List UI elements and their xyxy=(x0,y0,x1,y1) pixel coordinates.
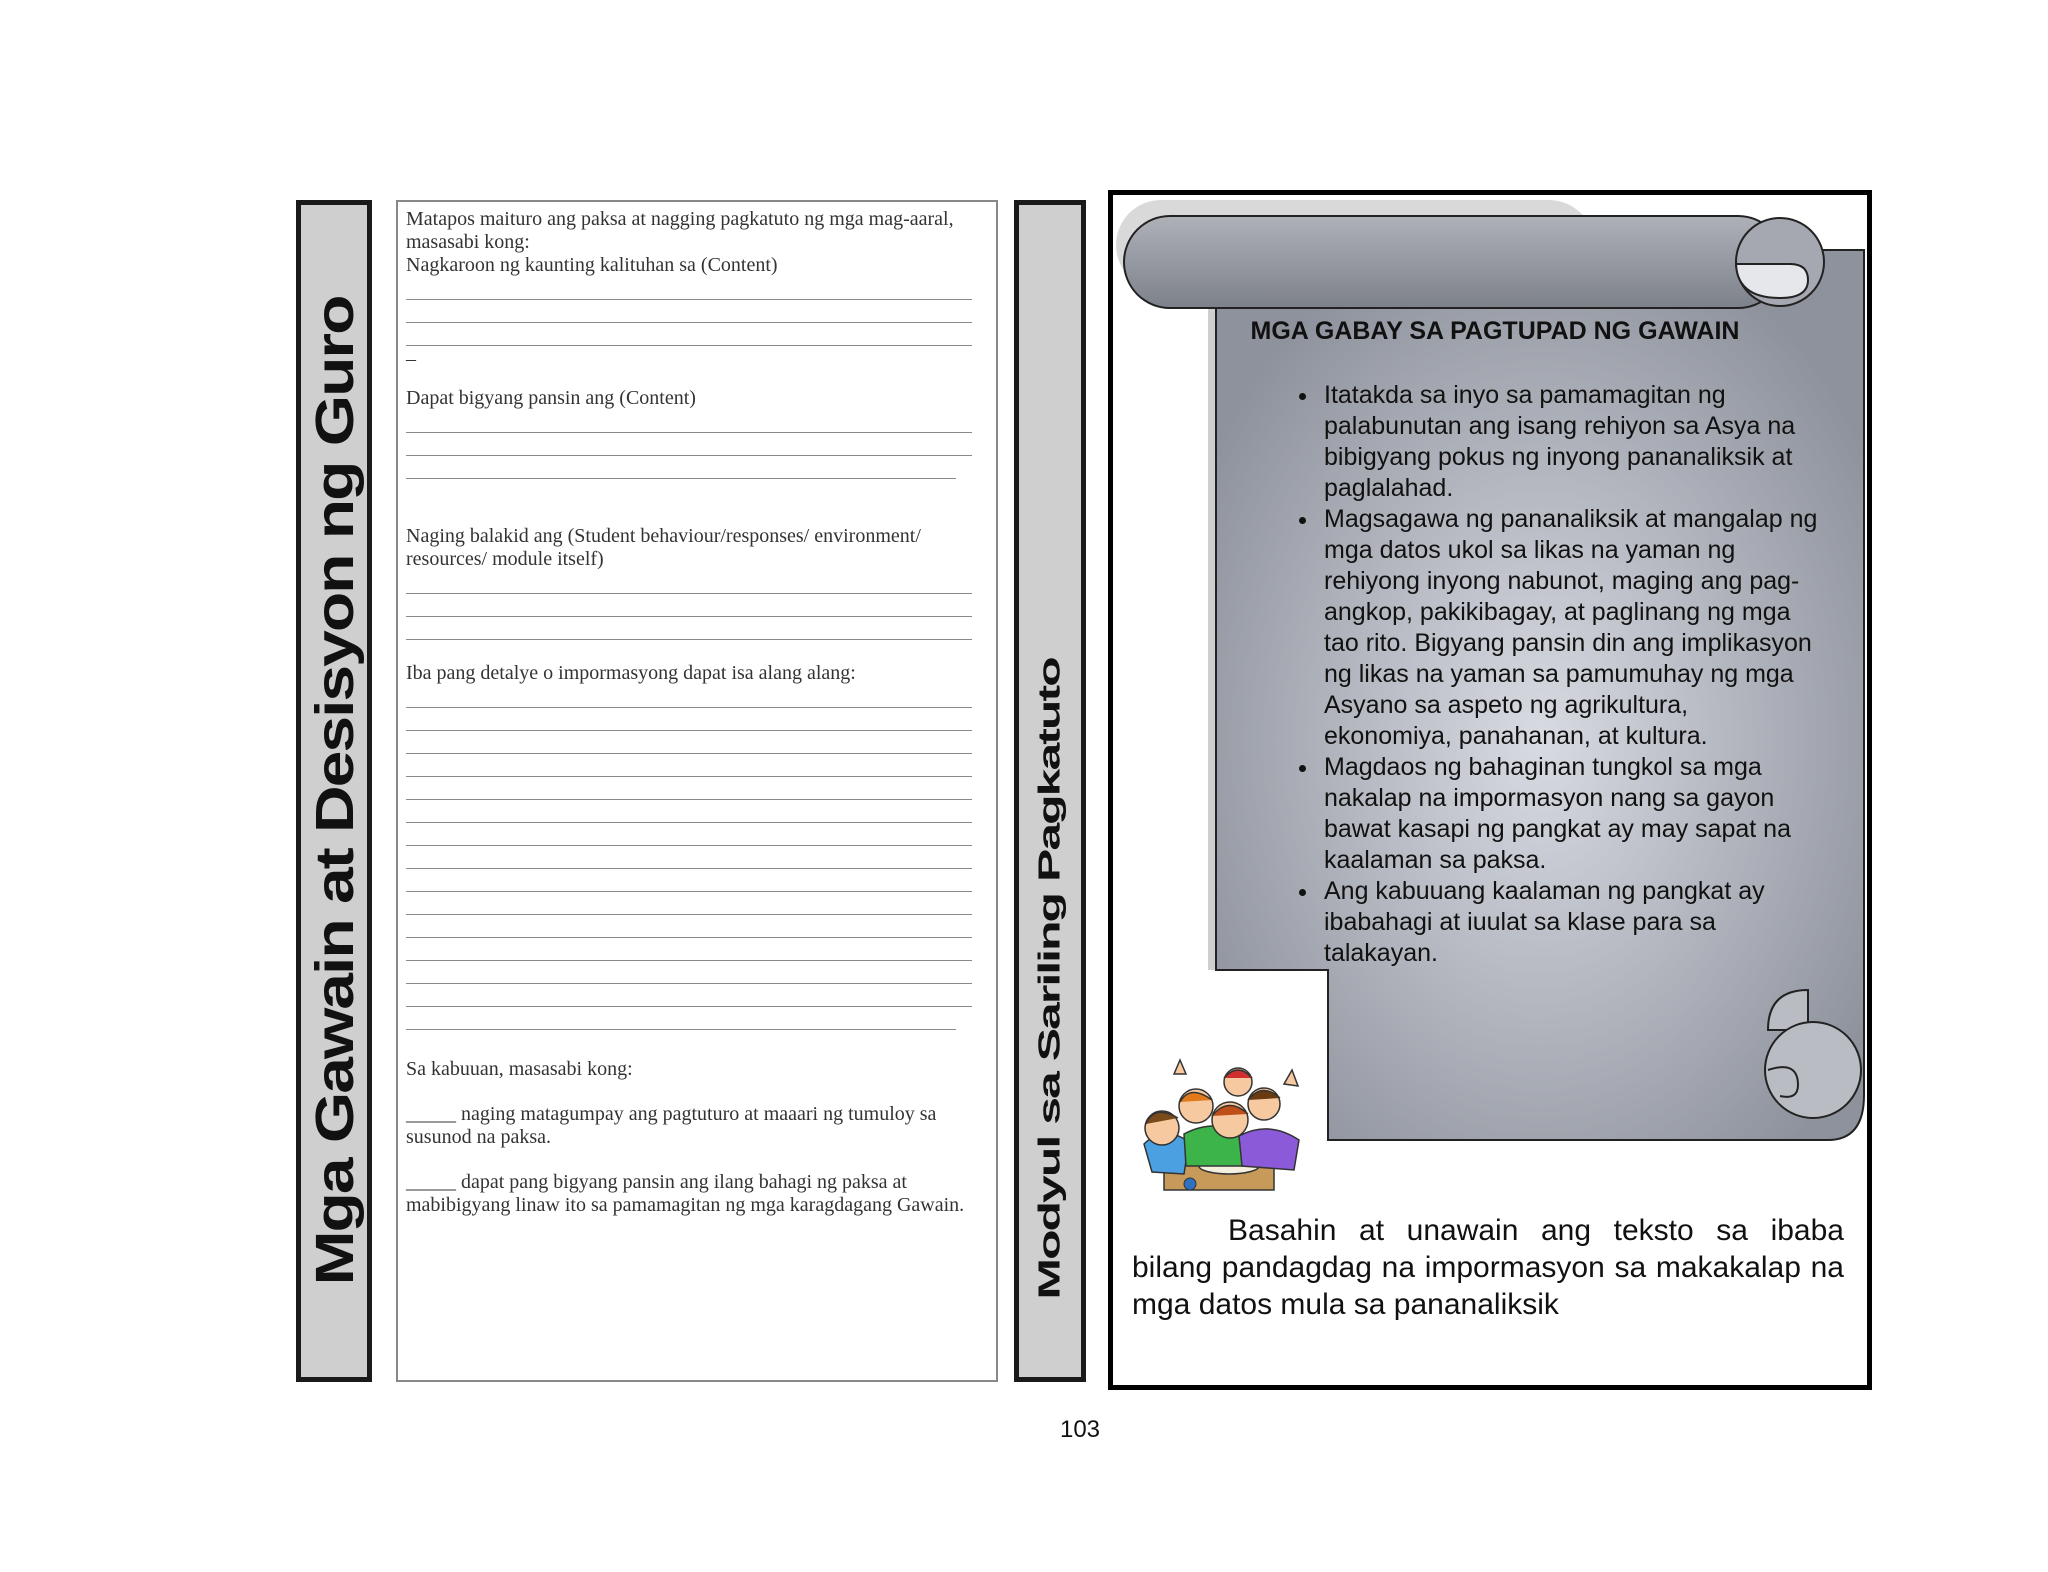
form-question-2: Dapat bigyang pansin ang (Content) xyxy=(406,387,696,409)
answer-line xyxy=(406,322,972,323)
answer-line xyxy=(406,799,972,800)
left-banner-text: Mga Gawain at Desisyon ng Guro xyxy=(303,296,365,1286)
answer-line xyxy=(406,937,972,938)
middle-banner-text: Modyul sa Sariling Pagkatuto xyxy=(1031,657,1067,1300)
teacher-reflection-form xyxy=(396,200,998,1382)
guide-item: • Ang kabuuang kaalaman ng pangkat ay ibabahagi at iuulat sa klase para sa talakayan. xyxy=(1320,876,1820,969)
page-number: 103 xyxy=(1059,1416,1101,1443)
guide-item: • Magdaos ng bahaginan tungkol sa mga nakalap na impormasyon nang sa gayon bawat kasapi ng pangkat ay may sapat na kaalaman sa paksa. xyxy=(1320,752,1820,876)
form-dash: – xyxy=(406,348,416,370)
form-summary: Sa kabuuan, masasabi kong: xyxy=(406,1058,633,1080)
answer-line xyxy=(406,345,972,346)
middle-vertical-banner xyxy=(1014,200,1086,1382)
form-option-2: _____ dapat pang bigyang pansin ang ilang bahagi ng paksa at mabibigyang linaw ito sa pamamagitan ng mga karagdagang Gawain. xyxy=(406,1171,965,1216)
answer-line xyxy=(406,455,972,456)
guide-item: • Magsagawa ng pananaliksik at mangalap ng mga datos ukol sa likas na yaman ng rehiyong inyong nabunot, maging ang pag-angkop, pakikibagay, at paglinang ng mga tao rito. Bigyang pansin din ang implikasyon ng likas na yaman sa pamumuhay ng mga Asyano sa aspeto ng agrikultura, ekonomiya, panahanan, at kultura. xyxy=(1320,504,1820,752)
reading-instruction: Basahin at unawain ang teksto sa ibaba bilang pandagdag na impormasyon sa makakalap na mga datos mula sa pananaliksik xyxy=(1132,1214,1844,1321)
form-question-3: Naging balakid ang (Student behaviour/responses/ environment/ resources/ module itself) xyxy=(406,525,921,570)
answer-line xyxy=(406,914,972,915)
form-intro: Matapos maituro ang paksa at nagging pagkatuto ng mga mag-aaral, masasabi kong: xyxy=(406,208,954,253)
answer-line xyxy=(406,639,972,640)
form-question-1: Nagkaroon ng kaunting kalituhan sa (Content) xyxy=(406,254,778,276)
guide-list xyxy=(1276,380,1820,969)
answer-line xyxy=(406,822,972,823)
answer-line xyxy=(406,891,972,892)
answer-line xyxy=(406,1029,956,1030)
answer-line xyxy=(406,845,972,846)
left-vertical-banner xyxy=(296,200,372,1382)
answer-line xyxy=(406,616,972,617)
guide-title: MGA GABAY SA PAGTUPAD NG GAWAIN xyxy=(1250,317,1740,345)
answer-line xyxy=(406,868,972,869)
answer-line xyxy=(406,730,972,731)
answer-line xyxy=(406,478,956,479)
answer-line xyxy=(406,960,972,961)
guide-item: • Itatakda sa inyo sa pamamagitan ng palabunutan ang isang rehiyon sa Asya na bibigyang pokus ng inyong pananaliksik at paglalahad. xyxy=(1320,380,1820,504)
answer-line xyxy=(406,707,972,708)
form-question-4: Iba pang detalye o impormasyong dapat isa alang alang: xyxy=(406,662,856,684)
answer-line xyxy=(406,1006,972,1007)
answer-line xyxy=(406,753,972,754)
answer-line xyxy=(406,299,972,300)
form-option-1: _____ naging matagumpay ang pagtuturo at maaari ng tumuloy sa susunod na paksa. xyxy=(406,1103,937,1148)
answer-line xyxy=(406,432,972,433)
answer-line xyxy=(406,983,972,984)
answer-line xyxy=(406,776,972,777)
students-clipart xyxy=(1134,1054,1314,1204)
answer-line xyxy=(406,593,972,594)
